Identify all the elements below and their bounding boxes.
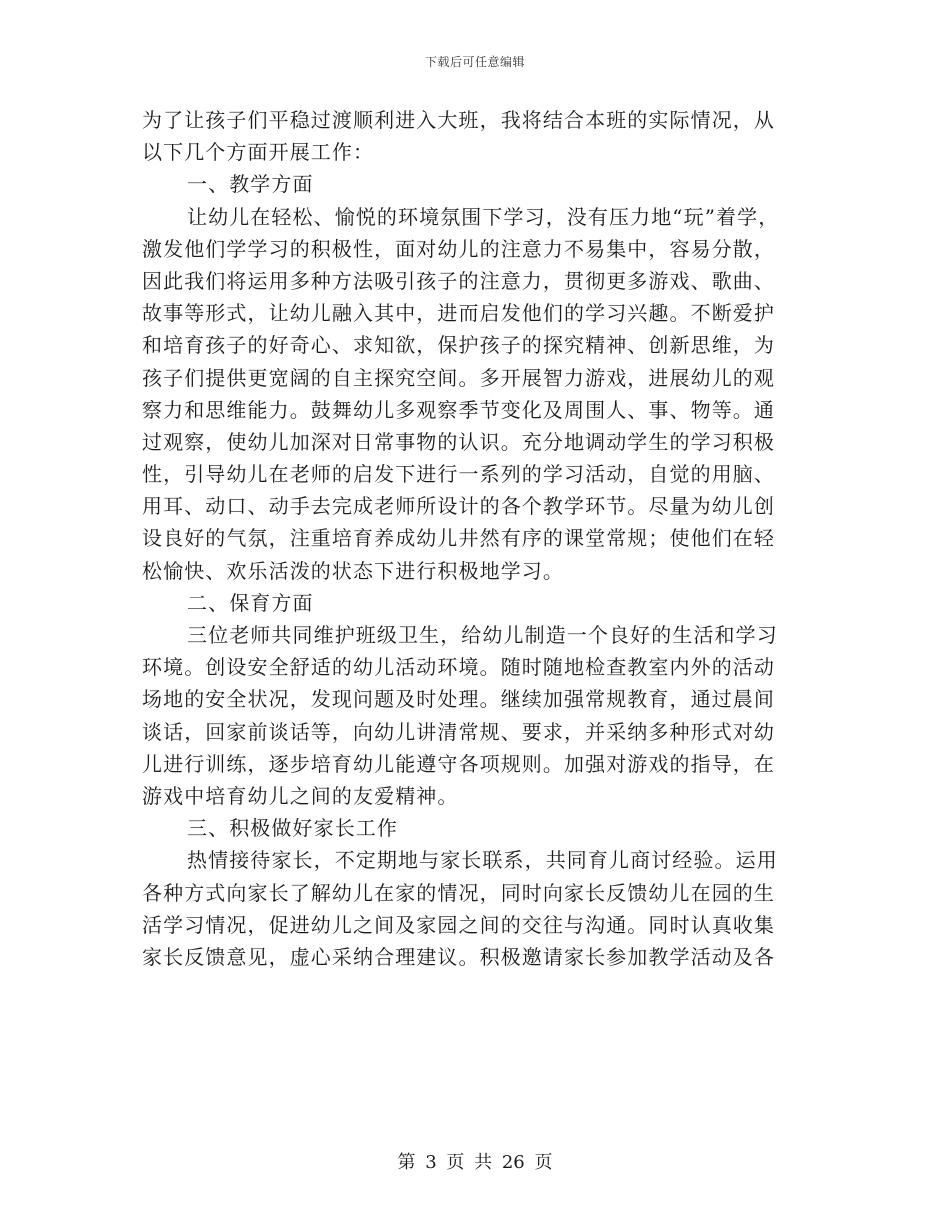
text-line: 场地的安全状况，发现问题及时处理。继续加强常规教育，通过晨间 [142, 687, 775, 712]
text-line: 活学习情况，促进幼儿之间及家园之间的交往与沟通。同时认真收集 [142, 912, 775, 937]
document-body [142, 104, 810, 973]
text-line: 二、保育方面 [187, 590, 314, 615]
text-line: 三位老师共同维护班级卫生，给幼儿制造一个良好的生活和学习 [187, 623, 778, 647]
text-line: 以下几个方面开展工作： [142, 140, 375, 165]
text-line: 孩子们提供更宽阔的自主探究空间。多开展智力游戏，进展幼儿的观 [142, 365, 775, 390]
text-line: 为了让孩子们平稳过渡顺利进入大班，我将结合本班的实际情况，从 [142, 108, 775, 132]
page-footer: 第 3 页 共 26 页 [397, 1152, 553, 1173]
text-line: 让幼儿在轻松、愉悦的环境氛围下学习，没有压力地“玩”着学， [187, 204, 780, 229]
text-line: 和培育孩子的好奇心、求知欲，保护孩子的探究精神、创新思维，为 [142, 333, 775, 358]
text-line: 设良好的气氛，注重培育养成幼儿井然有序的课堂常规；使他们在轻 [142, 526, 775, 551]
text-line: 察力和思维能力。鼓舞幼儿多观察季节变化及周围人、事、物等。通 [142, 397, 775, 422]
text-line: 谈话，回家前谈话等，向幼儿讲清常规、要求，并采纳多种形式对幼 [142, 719, 775, 744]
text-line: 一、教学方面 [187, 172, 314, 197]
text-line: 游戏中培育幼儿之间的友爱精神。 [142, 783, 459, 808]
text-line: 环境。创设安全舒适的幼儿活动环境。随时随地检查教室内外的活动 [142, 655, 775, 680]
text-line: 松愉快、欢乐活泼的状态下进行积极地学习。 [142, 558, 564, 583]
text-line: 家长反馈意见，虚心采纳合理建议。积极邀请家长参加教学活动及各 [142, 944, 775, 969]
text-line: 儿进行训练，逐步培育幼儿能遵守各项规则。加强对游戏的指导，在 [142, 751, 775, 776]
page-header: 下载后可任意编辑 [424, 55, 525, 69]
text-line: 三、积极做好家长工作 [187, 816, 398, 841]
text-line: 过观察，使幼儿加深对日常事物的认识。充分地调动学生的学习积极 [142, 429, 775, 454]
text-line: 激发他们学学习的积极性，面对幼儿的注意力不易集中，容易分散， [142, 236, 775, 261]
text-line: 用耳、动口、动手去完成老师所设计的各个教学环节。尽量为幼儿创 [142, 494, 775, 519]
text-line: 故事等形式，让幼儿融入其中，进而启发他们的学习兴趣。不断爱护 [142, 301, 775, 326]
text-line: 性，引导幼儿在老师的启发下进行一系列的学习活动，自觉的用脑、 [142, 462, 775, 487]
text-line: 因此我们将运用多种方法吸引孩子的注意力，贯彻更多游戏、歌曲、 [142, 268, 775, 293]
text-line: 各种方式向家长了解幼儿在家的情况，同时向家长反馈幼儿在园的生 [142, 880, 775, 905]
text-line: 热情接待家长，不定期地与家长联系，共同育儿商讨经验。运用 [187, 848, 778, 873]
